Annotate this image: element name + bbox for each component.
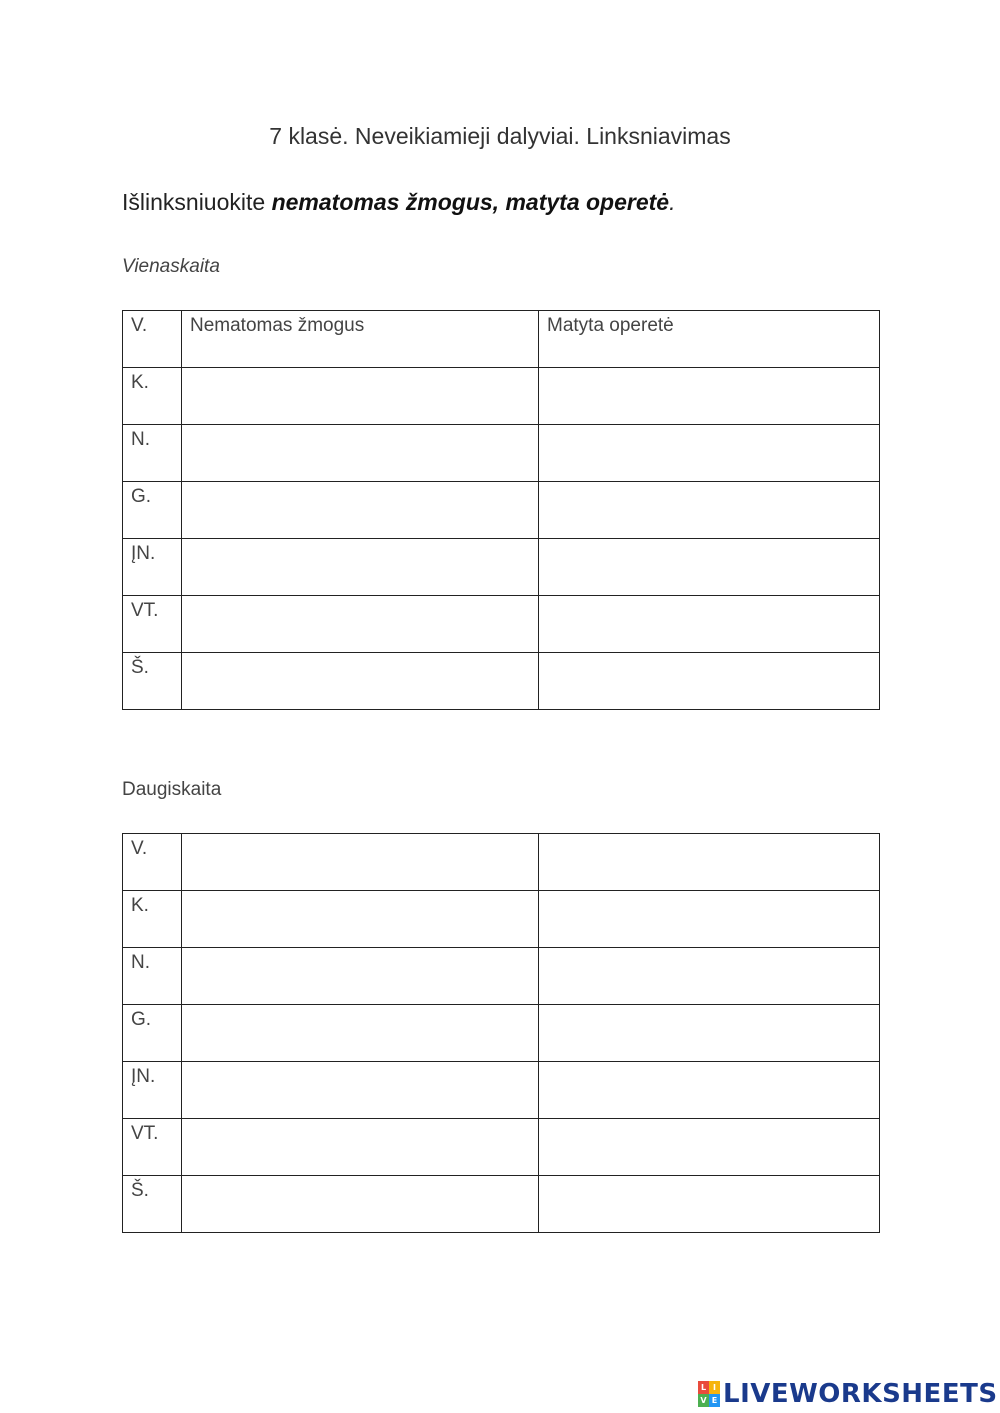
answer-cell[interactable] [539, 891, 880, 948]
answer-cell[interactable] [539, 948, 880, 1005]
instruction [122, 189, 675, 216]
column-header-matyta-operete: Matyta operetė [539, 311, 880, 368]
logo-icon-tile: V [698, 1394, 709, 1407]
page-title: 7 klasė. Neveikiamieji dalyviai. Linksniavimas [269, 123, 731, 149]
logo-icon-tile: I [709, 1381, 720, 1394]
case-label: VT. [123, 596, 182, 653]
case-label: K. [123, 368, 182, 425]
answer-cell[interactable] [182, 948, 539, 1005]
case-label: Š. [123, 653, 182, 710]
case-label: Š. [123, 1176, 182, 1233]
answer-cell[interactable] [182, 425, 539, 482]
plural-table [122, 833, 880, 1233]
singular-label: Vienaskaita [122, 256, 220, 277]
answer-cell[interactable] [182, 834, 539, 891]
table-row [123, 539, 880, 596]
plural-label: Daugiskaita [122, 779, 222, 800]
answer-cell[interactable] [539, 1062, 880, 1119]
answer-cell[interactable] [539, 596, 880, 653]
table-row [123, 596, 880, 653]
answer-cell[interactable] [182, 596, 539, 653]
answer-cell[interactable] [182, 1176, 539, 1233]
answer-cell[interactable] [182, 368, 539, 425]
answer-cell[interactable] [539, 1005, 880, 1062]
table-row [123, 891, 880, 948]
answer-cell[interactable] [182, 539, 539, 596]
case-label: VT. [123, 1119, 182, 1176]
logo-icon-tile: L [698, 1381, 709, 1394]
table-row [123, 948, 880, 1005]
answer-cell[interactable] [182, 891, 539, 948]
table-row [123, 1062, 880, 1119]
answer-cell[interactable] [539, 653, 880, 710]
answer-cell[interactable] [539, 482, 880, 539]
logo-icon-tile: E [709, 1394, 720, 1407]
table-row [123, 1119, 880, 1176]
case-label: V. [123, 834, 182, 891]
table-row [123, 1005, 880, 1062]
instruction-emphasis: nematomas žmogus, matyta operetė [271, 189, 670, 215]
case-label: ĮN. [123, 539, 182, 596]
column-header-nematomas-zmogus: Nematomas žmogus [182, 311, 539, 368]
table-row [123, 368, 880, 425]
answer-cell[interactable] [539, 425, 880, 482]
answer-cell[interactable] [539, 834, 880, 891]
case-label: N. [123, 425, 182, 482]
case-label: G. [123, 1005, 182, 1062]
answer-cell[interactable] [539, 1119, 880, 1176]
table-row [123, 311, 880, 368]
answer-cell[interactable] [182, 1062, 539, 1119]
case-label: G. [123, 482, 182, 539]
answer-cell[interactable] [539, 1176, 880, 1233]
case-label: ĮN. [123, 1062, 182, 1119]
liveworksheets-icon [698, 1381, 720, 1407]
answer-cell[interactable] [539, 539, 880, 596]
liveworksheets-logo [698, 1378, 998, 1410]
answer-cell[interactable] [182, 482, 539, 539]
answer-cell[interactable] [182, 1005, 539, 1062]
answer-cell[interactable] [182, 653, 539, 710]
case-label: V. [123, 311, 182, 368]
logo-text: LIVEWORKSHEETS [723, 1379, 998, 1409]
table-row [123, 425, 880, 482]
table-row [123, 482, 880, 539]
table-row [123, 834, 880, 891]
answer-cell[interactable] [539, 368, 880, 425]
singular-table [122, 310, 880, 710]
instruction-prefix: Išlinksniuokite [122, 189, 272, 215]
table-row [123, 1176, 880, 1233]
instruction-suffix: . [669, 189, 676, 215]
table-row [123, 653, 880, 710]
case-label: N. [123, 948, 182, 1005]
answer-cell[interactable] [182, 1119, 539, 1176]
case-label: K. [123, 891, 182, 948]
